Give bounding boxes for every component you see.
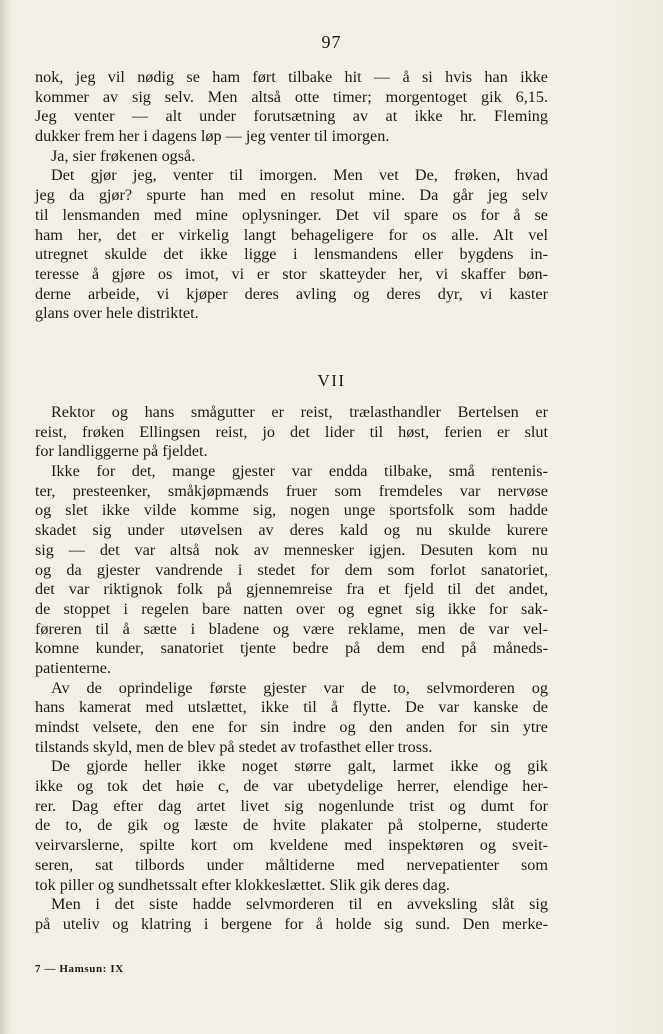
text-line: nok, jeg vil nødig se ham ført tilbake hit — å si hvis han ikke (35, 68, 548, 86)
text-line: ikke og tok det høie c, de var ubetydelige herrer, elendige her- (35, 777, 548, 796)
text-line: hans kamerat med utslættet, ikke til å flytte. De var kanske de (35, 698, 548, 717)
page-gutter-shadow (0, 0, 10, 1034)
chapter-heading: VII (317, 371, 346, 390)
text-block-before-chapter (35, 68, 548, 324)
text-line: rer. Dag efter dag artet livet sig nogenlunde trist og dumt for (35, 796, 548, 815)
text-line: derne arbeide, vi kjøper deres avling og deres dyr, vi kaster (35, 284, 548, 303)
text-line: Det gjør jeg, venter til imorgen. Men vet De, frøken, hvad (51, 166, 548, 185)
text-line: Rektor og hans smågutter er reist, trælasthandler Bertelsen er (51, 403, 548, 421)
text-line: føreren til å sætte i bladene og være reklame, men de var vel- (35, 619, 548, 638)
text-line: reist, frøken Ellingsen reist, jo det lider til høst, ferien er slut (35, 422, 548, 441)
text-line: de to, de gik og læste de hvite plakater på stolperne, studerte (35, 816, 548, 835)
text-line: Av de oprindelige første gjester var de to, selvmorderen og (51, 678, 548, 697)
text-line: til lensmanden med mine oplysninger. Det vil spare os for å se (35, 205, 548, 224)
text-line: det var riktignok folk på gjennemreise fra et fjeld til det andet, (35, 580, 548, 599)
text-line: teresse å gjøre os imot, vi er stor skatteyder her, vi skaffer bøn- (35, 264, 548, 283)
text-line: skadet sig under utøvelsen av deres kald og nu skulde kurere (35, 521, 548, 540)
text-line: komne kunder, sanatoriet tjente bedre på dem end på måneds- (35, 639, 548, 658)
text-line: Jeg venter — alt under forutsætning av at ikke hr. Fleming (35, 107, 548, 126)
footer-signature: 7 — Hamsun: IX (35, 963, 124, 975)
text-line: dukker frem her i dagens løp — jeg venter til imorgen. (35, 127, 390, 146)
text-line: veirvarslerne, spilte kort om kveldene med inspektøren og sveit- (35, 836, 548, 855)
text-line: ter, presteenker, småkjøpmænds fruer som fremdeles var nervøse (35, 481, 548, 500)
text-line: mindst velsete, den ene for sin indre og den anden for sin ytre (35, 718, 548, 736)
text-line: tilstands skyld, men de blev på stedet av trofasthet eller tross. (35, 737, 433, 756)
text-line: for landliggerne på fjeldet. (35, 442, 208, 461)
text-line: Men i det siste hadde selvmorderen til en avveksling slåt sig (51, 895, 548, 914)
text-line: de stoppet i regelen bare natten over og egnet sig ikke for sak- (35, 599, 548, 618)
text-line: sig — det var altså nok av mennesker igjen. Desuten kom nu (35, 540, 548, 559)
text-line: Ja, sier frøkenen også. (51, 146, 196, 165)
page-number: 97 (321, 32, 342, 52)
text-line: ham her, det er virkelig langt behageligere for os alle. Alt vel (35, 225, 548, 244)
text-line: Ikke for det, mange gjester var endda tilbake, små rentenis- (51, 462, 548, 481)
text-line: kommer av sig selv. Men altså otte timer; morgentoget gik 6,15. (35, 87, 548, 106)
text-block-chapter-vii (35, 403, 548, 935)
text-line: seren, sat tilbords under måltiderne med nervepatienter som (35, 855, 548, 874)
text-line: patienterne. (35, 658, 111, 677)
text-line: og da gjester vandrende i stedet for dem som forlot sanatoriet, (35, 560, 548, 579)
text-line: og slet ikke vilde komme sig, nogen unge sportsfolk som hadde (35, 501, 548, 520)
text-line: utregnet skulde det ikke ligge i lensmandens eller bygdens in- (35, 245, 548, 264)
text-line: glans over hele distriktet. (35, 304, 199, 323)
text-line: tok piller og sundhetssalt efter klokkeslættet. Slik gik deres dag. (35, 875, 450, 894)
text-line: jeg da gjør? spurte han med en resolut mine. Da går jeg selv (35, 186, 548, 205)
text-line: De gjorde heller ikke noget større galt, larmet ikke og gik (51, 757, 548, 776)
text-line: på uteliv og klatring i bergene for å holde sig sund. Den merke- (35, 914, 548, 933)
